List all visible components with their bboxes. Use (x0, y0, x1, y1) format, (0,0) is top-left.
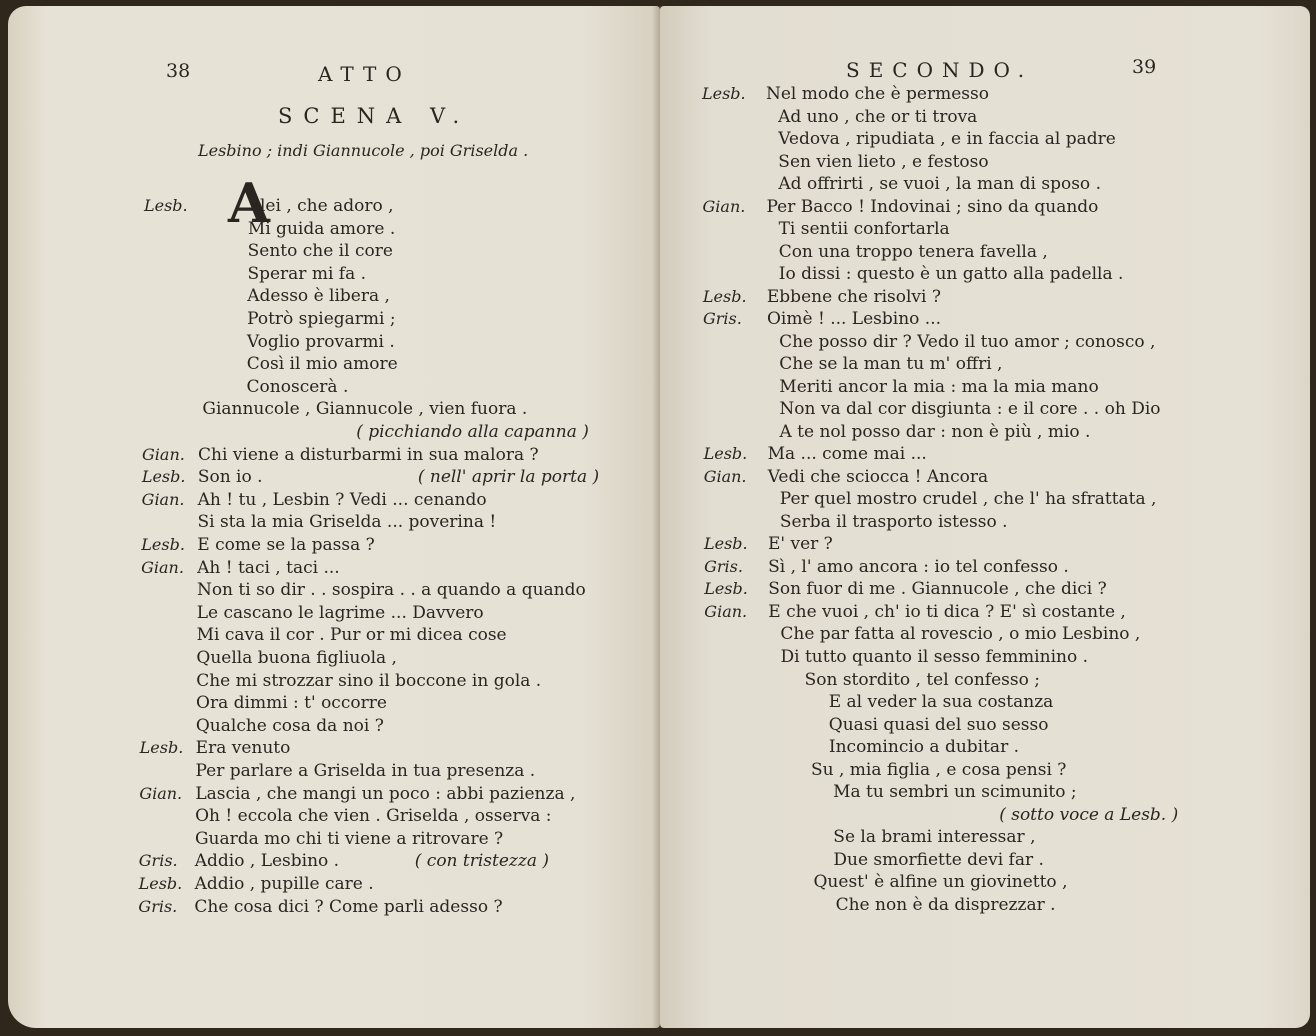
verse-line: Giannucole , Giannucole , vien fuora . (202, 399, 528, 420)
running-head-right: SECONDO. (846, 58, 1034, 82)
verse-line: Nel modo che è permesso (766, 84, 989, 104)
speaker-label: Gris. (138, 896, 178, 916)
verse-line: Addio , pupille care . (194, 874, 374, 894)
verse-line: Per quel mostro crudel , che l' ha sfrattata , (779, 489, 1157, 510)
verse-line: Son fuor di me . Giannucole , che dici ? (768, 579, 1107, 600)
verse-line: Su , mia figlia , e cosa pensi ? (811, 759, 1067, 780)
speaker-label: Lesb. (703, 444, 748, 464)
verse-line: ( picchiando alla capanna ) (356, 422, 589, 442)
speaker-label: Lesb. (139, 738, 184, 758)
verse-line: Si sta la mia Griselda ... poverina ! (197, 512, 497, 533)
verse-line: Lascia , che mangi un poco : abbi pazienza , (195, 783, 576, 804)
verse-line: Ad offrirti , se vuoi , la man di sposo . (778, 174, 1101, 195)
verse-line: Chi viene a disturbarmi in sua malora ? (198, 444, 539, 465)
speaker-label: Gian. (139, 783, 183, 803)
right-page (660, 6, 1310, 1028)
verse-line: Sen vien lieto , e festoso (778, 151, 989, 172)
speaker-label: Lesb. (144, 196, 188, 215)
verse-line: Ti sentii confortarla (778, 219, 950, 240)
scene-title: SCENA V. (278, 104, 471, 128)
speaker-label: Lesb. (138, 874, 183, 893)
verse-line: Meriti ancor la mia : ma la mia mano (779, 376, 1099, 397)
page-number-right: 39 (1132, 56, 1157, 78)
verse-line: Ma ... come mai ... (767, 444, 927, 465)
verse-line: Addio , Lesbino . (194, 851, 340, 872)
verse-line: Di tutto quanto il sesso femminino . (780, 647, 1088, 667)
speaker-label: Lesb. (141, 535, 185, 554)
speaker-label: Gian. (703, 466, 747, 486)
verse-line: Ah ! taci , taci ... (197, 557, 340, 578)
left-page (8, 6, 660, 1028)
verse-line: Per parlare a Griselda in tua presenza . (195, 761, 536, 781)
cast-line: Lesbino ; indi Giannucole , poi Griselda . (198, 141, 529, 160)
verse-line: Che se la man tu m' offri , (779, 354, 1003, 375)
verse-line: Che par fatta al rovescio , o mio Lesbino , (780, 624, 1141, 645)
verse-line: A te nol posso dar : non è più , mio . (779, 421, 1091, 442)
verse-line: Con una troppo tenera favella , (778, 241, 1048, 262)
speaker-label: Lesb. (141, 467, 186, 487)
verse-line: Quest' è alfine un giovinetto , (813, 872, 1068, 893)
speaker-label: Gian. (142, 444, 185, 464)
verse-line: Mi cava il cor . Pur or mi dicea cose (196, 625, 507, 646)
speaker-label: Lesb. (702, 84, 746, 103)
verse-line: Serba il trasporto istesso . (779, 511, 1008, 532)
speaker-label: Gris. (138, 851, 178, 871)
verse-line: Quella buona figliuola , (196, 648, 397, 668)
stage-direction: ( con tristezza ) (414, 851, 550, 872)
verse-line: Che mi strozzar sino il boccone in gola . (196, 670, 542, 691)
verse-line: Incomincio a dubitar . (828, 737, 1020, 758)
drop-cap: A (228, 171, 270, 235)
verse-line: Le cascano le lagrime ... Davvero (196, 602, 484, 623)
verse-line: Qualche cosa da noi ? (195, 715, 384, 736)
verse-line: Potrò spiegarmi ; (247, 309, 396, 329)
verse-line: Che posso dir ? Vedo il tuo amor ; conosco , (779, 331, 1156, 352)
verse-line: Ah ! tu , Lesbin ? Vedi ... cenando (197, 489, 487, 510)
verse-line: Adesso è libera , (247, 286, 390, 307)
speaker-label: Gian. (704, 601, 748, 621)
verse-line: Che cosa dici ? Come parli adesso ? (194, 896, 503, 917)
speaker-label: Lesb. (704, 579, 748, 599)
verse-line: Voglio provarmi . (246, 331, 395, 352)
verse-line: Era venuto (195, 738, 291, 759)
verse-line: Sì , l' amo ancora : io tel confesso . (768, 556, 1069, 577)
verse-line: lei , che adoro , (260, 196, 394, 216)
verse-line: E che vuoi , ch' io ti dica ? E' sì costante , (768, 601, 1126, 622)
verse-line: ( sotto voce a Lesb. ) (999, 804, 1179, 825)
verse-line: Oimè ! ... Lesbino ... (767, 309, 942, 330)
page-number-left: 38 (166, 60, 191, 82)
verse-line: Son io . (197, 467, 263, 488)
verse-line: E come se la passa ? (197, 535, 375, 555)
verse-line: Ad uno , che or ti trova (778, 106, 978, 127)
verse-line: Sperar mi fa . (247, 263, 367, 284)
verse-line: Se la brami interessar , (833, 827, 1036, 848)
verse-line: Vedova , ripudiata , e in faccia al padre (778, 129, 1116, 150)
speaker-label: Gian. (702, 196, 746, 216)
verse-line: Due smorfiette devi far . (833, 849, 1044, 870)
verse-line: Non ti so dir . . sospira . . a quando a quando (196, 580, 586, 601)
verse-line: Son stordito , tel confesso ; (804, 669, 1040, 690)
verse-line: Mi guida amore . (247, 218, 396, 239)
verse-line: Per Bacco ! Indovinai ; sino da quando (766, 196, 1099, 217)
speaker-label: Lesb. (704, 534, 748, 554)
speaker-label: Lesb. (702, 286, 747, 306)
verse-line: Io dissi : questo è un gatto alla padella . (778, 264, 1124, 285)
speaker-label: Gris. (704, 556, 743, 576)
verse-line: Così il mio amore (246, 354, 398, 375)
verse-line: Conoscerà . (246, 376, 349, 397)
speaker-label: Gian. (141, 489, 185, 509)
verse-line: Sento che il core (247, 241, 393, 262)
running-head-left: ATTO (318, 62, 411, 86)
verse-line: Ebbene che risolvi ? (766, 286, 941, 307)
verse-line: Che non è da disprezzar . (835, 894, 1056, 915)
stage-direction: ( nell' aprir la porta ) (417, 467, 600, 488)
verse-line: E al veder la sua costanza (828, 692, 1054, 713)
verse-line: Oh ! eccola che vien . Griselda , osserva : (195, 806, 552, 827)
verse-line: Quasi quasi del suo sesso (828, 714, 1049, 735)
speaker-label: Gian. (141, 557, 184, 577)
speaker-label: Gris. (703, 309, 742, 329)
verse-line: E' ver ? (768, 534, 833, 555)
verse-line: Guarda mo chi ti viene a ritrovare ? (194, 828, 504, 849)
verse-line: Non va dal cor disgiunta : e il core . . oh Dio (779, 399, 1161, 420)
verse-line: Ma tu sembri un scimunito ; (833, 782, 1077, 803)
verse-line: Ora dimmi : t' occorre (196, 693, 387, 714)
verse-line: Vedi che sciocca ! Ancora (767, 466, 989, 487)
